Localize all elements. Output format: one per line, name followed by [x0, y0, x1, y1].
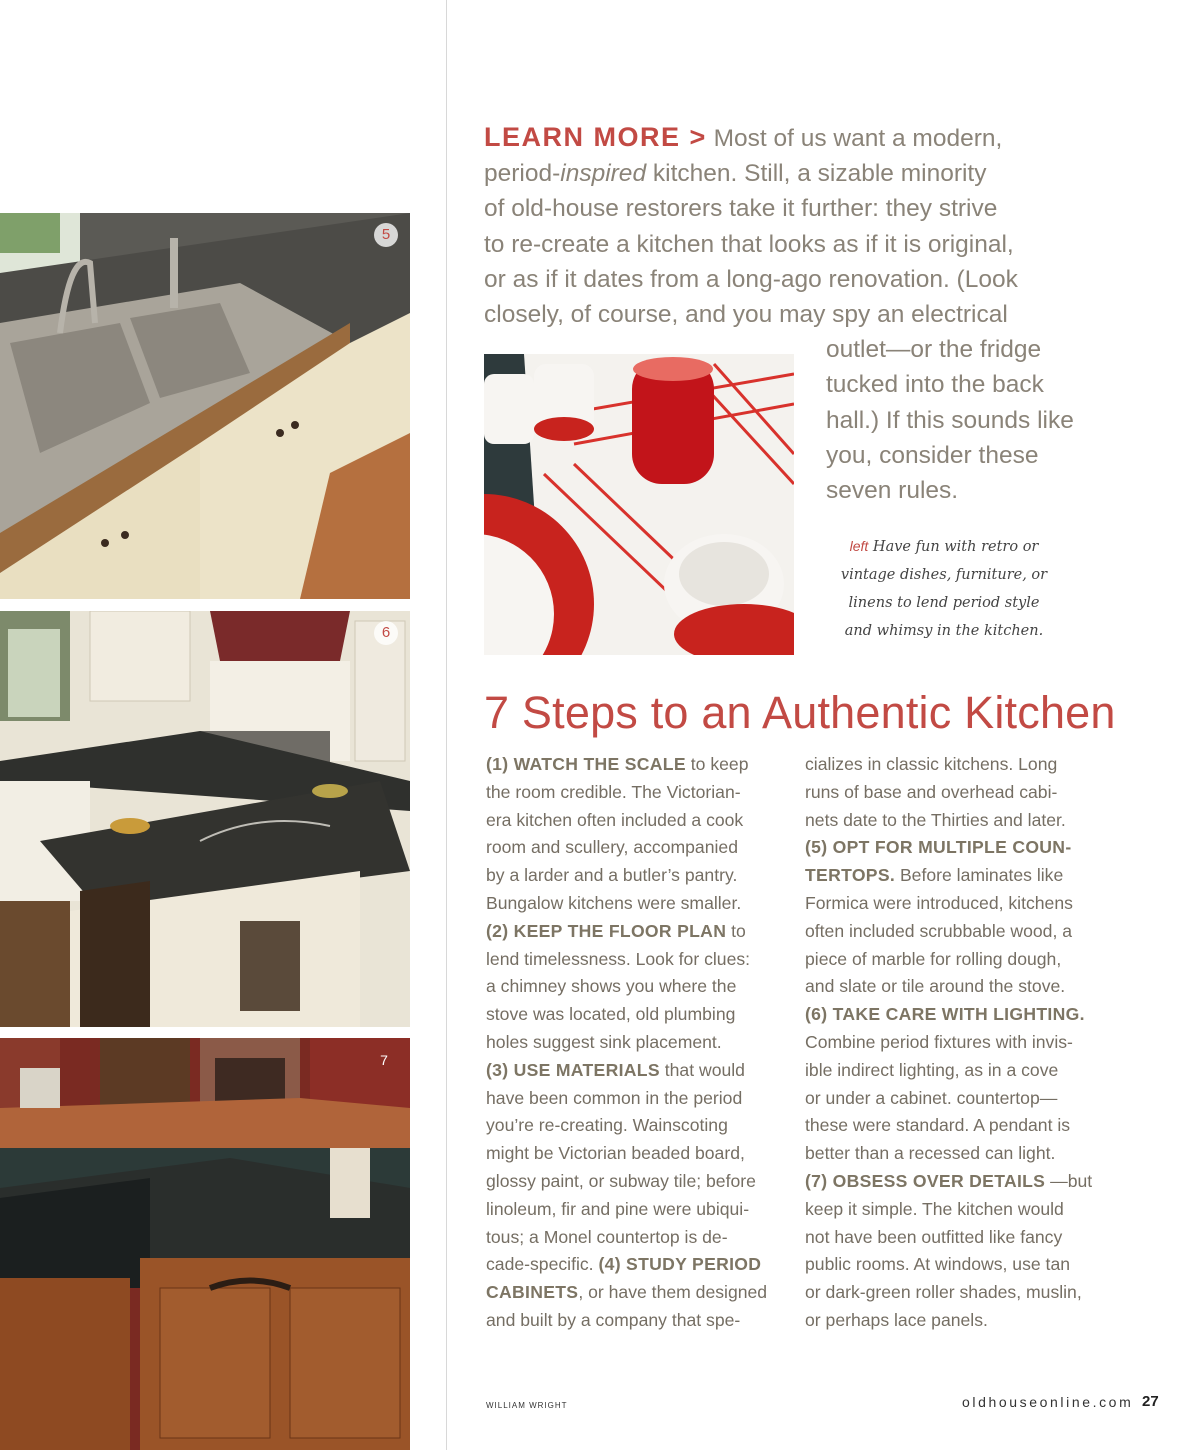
body-line: often included scrubbable wood, a [805, 920, 1073, 941]
step-heading: CABINETS [486, 1282, 579, 1303]
photo-soapstone-kitchen [0, 611, 410, 1027]
intro-text: seven rules. [826, 477, 959, 505]
article-column-2 [805, 751, 1115, 1335]
page-fold-divider [446, 0, 447, 1450]
body-line: might be Victorian beaded board, [486, 1143, 745, 1164]
caption-text: Have fun with retro or [868, 539, 1039, 555]
photo-credit: WILLIAM WRIGHT [486, 1401, 568, 1410]
step-heading: (7) OBSESS OVER DETAILS [805, 1170, 1046, 1191]
photo-number-badge: 6 [374, 621, 398, 645]
body-text: , or have them designed [578, 1282, 768, 1303]
caption-text: vintage dishes, furniture, or [840, 567, 1048, 583]
intro-text: Most of us want a modern, [713, 125, 1003, 152]
body-line: holes suggest sink placement. [486, 1031, 722, 1052]
article-headline: 7 Steps to an Authentic Kitchen [484, 687, 1116, 738]
body-text: Before laminates like [895, 865, 1064, 886]
caption-text: and whimsy in the kitchen. [844, 623, 1044, 639]
step-heading: (1) WATCH THE SCALE [486, 754, 686, 774]
intro-text: tucked into the back [826, 371, 1044, 399]
photo-number-badge: 5 [374, 223, 398, 247]
photo-retro-tableware [484, 354, 794, 655]
body-line: not have been outfitted like fancy [805, 1226, 1063, 1247]
intro-text: hall.) If this sounds like [826, 406, 1074, 434]
body-line: keep it simple. The kitchen would [805, 1198, 1064, 1219]
body-line: these were standard. A pendant is [805, 1115, 1071, 1136]
body-line: era kitchen often included a cook [486, 809, 744, 830]
body-line: and built by a company that spe- [486, 1309, 741, 1330]
step-heading: (6) TAKE CARE WITH LIGHTING. [805, 1004, 1085, 1025]
body-line: a chimney shows you where the [486, 976, 737, 997]
body-line: and slate or tile around the stove. [805, 976, 1066, 997]
photo-caption [820, 532, 1068, 645]
photo-wood-cabinet-sink [0, 1038, 410, 1450]
body-line: ible indirect lighting, as in a cove [805, 1059, 1059, 1080]
learn-more-label: LEARN MORE > [484, 122, 707, 152]
body-line: room and scullery, accompanied [486, 837, 738, 858]
body-line: glossy paint, or subway tile; before [486, 1170, 756, 1191]
intro-text: you, consider these [826, 441, 1039, 469]
intro-text: outlet—or the fridge [826, 336, 1042, 364]
body-line: better than a recessed can light. [805, 1143, 1056, 1164]
body-line: nets date to the Thirties and later. [805, 809, 1066, 830]
caption-text: linens to lend period style [848, 595, 1040, 611]
article-column-1 [486, 751, 796, 1335]
body-text: cade-specific. [486, 1254, 599, 1275]
intro-text: period- [484, 160, 561, 188]
body-line: public rooms. At windows, use tan [805, 1254, 1071, 1275]
step-heading: (3) USE MATERIALS [486, 1059, 660, 1080]
body-line: Bungalow kitchens were smaller. [486, 892, 742, 913]
intro-text: or as if it dates from a long-ago renovation. (Look [484, 265, 1018, 293]
body-line: have been common in the period [486, 1087, 743, 1108]
intro-text: kitchen. Still, a sizable minority [646, 160, 987, 188]
site-url[interactable]: oldhouseonline.com [962, 1394, 1134, 1410]
body-line: stove was located, old plumbing [486, 1004, 736, 1025]
step-heading: (2) KEEP THE FLOOR PLAN [486, 920, 727, 941]
body-text: —but [1045, 1170, 1093, 1191]
step-heading: (4) STUDY PERIOD [598, 1254, 762, 1275]
step-heading: (5) OPT FOR MULTIPLE COUN- [805, 837, 1072, 858]
body-line: piece of marble for rolling dough, [805, 948, 1062, 969]
intro-italic-text: inspired [560, 160, 647, 188]
intro-text: closely, of course, and you may spy an electrical [484, 301, 1008, 329]
caption-lead: left [849, 538, 869, 554]
body-line: the room credible. The Victorian- [486, 781, 741, 802]
body-line: or dark-green roller shades, muslin, [805, 1282, 1082, 1303]
body-line: or perhaps lace panels. [805, 1309, 988, 1330]
body-line: Formica were introduced, kitchens [805, 892, 1073, 913]
photo-stainless-sink [0, 213, 410, 599]
body-line: or under a cabinet. countertop— [805, 1087, 1058, 1108]
body-text: to keep [685, 754, 749, 774]
body-line: lend timelessness. Look for clues: [486, 948, 751, 969]
body-line: tous; a Monel countertop is de- [486, 1226, 728, 1247]
step-heading: TERTOPS. [805, 865, 896, 886]
body-line: by a larder and a butler’s pantry. [486, 865, 738, 886]
body-text: to [726, 920, 746, 941]
body-line: Combine period fixtures with invis- [805, 1031, 1073, 1052]
photo-number-badge: 7 [380, 1052, 388, 1068]
body-line: linoleum, fir and pine were ubiqui- [486, 1198, 750, 1219]
page-number: 27 [1142, 1393, 1159, 1410]
intro-text: of old-house restorers take it further: they strive [484, 195, 998, 223]
body-line: cializes in classic kitchens. Long [805, 754, 1058, 774]
body-line: you’re re-creating. Wainscoting [486, 1115, 728, 1136]
body-text: that would [659, 1059, 745, 1080]
body-line: runs of base and overhead cabi- [805, 781, 1058, 802]
intro-text: to re-create a kitchen that looks as if it is original, [484, 230, 1014, 258]
